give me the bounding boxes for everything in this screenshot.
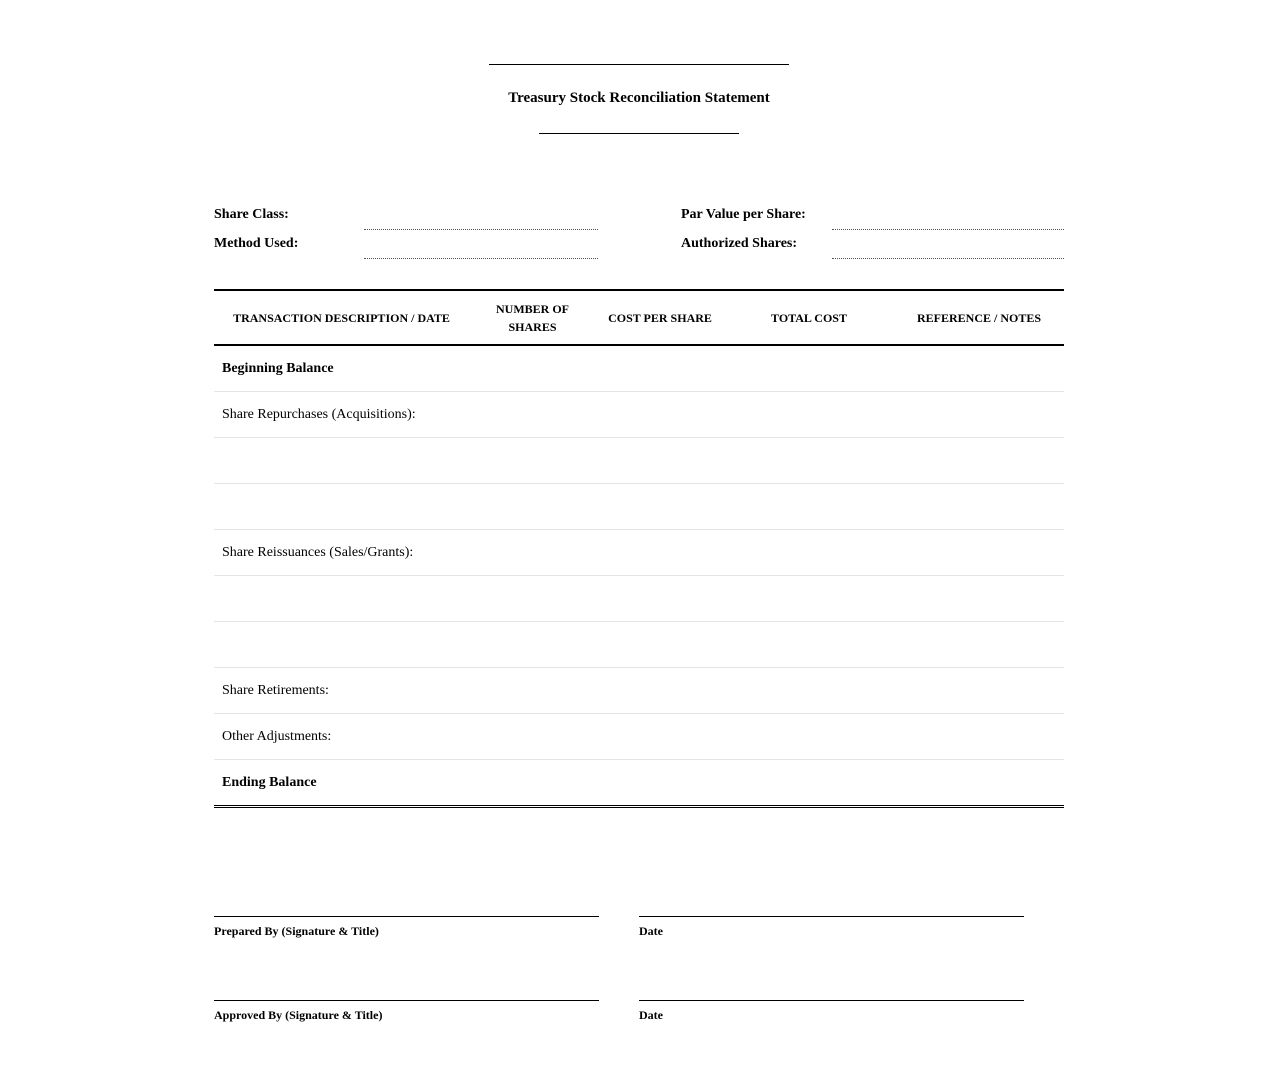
row-label: Share Retirements: bbox=[222, 682, 329, 698]
header-cost-per-share: COST PER SHARE bbox=[608, 310, 712, 325]
row-label: Ending Balance bbox=[222, 774, 317, 790]
table-row-other-adjustments[interactable] bbox=[214, 714, 1064, 760]
table-row-beginning-balance[interactable] bbox=[214, 346, 1064, 392]
header-reference-notes: REFERENCE / NOTES bbox=[916, 310, 1042, 325]
row-label: Share Reissuances (Sales/Grants): bbox=[222, 544, 414, 560]
par-value-label: Par Value per Share: bbox=[681, 207, 806, 222]
method-used-label: Method Used: bbox=[214, 236, 299, 251]
method-used-field[interactable] bbox=[364, 258, 598, 259]
approved-date-label: Date bbox=[639, 1008, 663, 1022]
table-row-blank[interactable] bbox=[214, 622, 1064, 668]
title-top-rule bbox=[489, 64, 789, 65]
prepared-by-label: Prepared By (Signature & Title) bbox=[214, 924, 379, 938]
header-description: TRANSACTION DESCRIPTION / DATE bbox=[233, 310, 450, 325]
table-row-blank[interactable] bbox=[214, 484, 1064, 530]
header-number-of-shares bbox=[469, 291, 596, 344]
document-title: Treasury Stock Reconciliation Statement bbox=[508, 90, 770, 106]
approved-by-label: Approved By (Signature & Title) bbox=[214, 1008, 383, 1022]
reconciliation-table bbox=[214, 289, 1064, 808]
table-row-blank[interactable] bbox=[214, 576, 1064, 622]
prepared-date-label: Date bbox=[639, 924, 663, 938]
row-label: Share Repurchases (Acquisitions): bbox=[222, 406, 416, 422]
row-label: Beginning Balance bbox=[222, 360, 334, 376]
header-total-cost: TOTAL COST bbox=[771, 310, 847, 325]
header-shares-line2: SHARES bbox=[508, 319, 557, 334]
table-body bbox=[214, 346, 1064, 808]
share-class-label: Share Class: bbox=[214, 207, 289, 222]
row-label: Other Adjustments: bbox=[222, 728, 332, 744]
table-row-reissuances[interactable] bbox=[214, 530, 1064, 576]
table-header bbox=[214, 289, 1064, 346]
par-value-field[interactable] bbox=[832, 229, 1064, 230]
table-row-retirements[interactable] bbox=[214, 668, 1064, 714]
prepared-by-signature-line[interactable] bbox=[214, 916, 599, 917]
approved-by-signature-line[interactable] bbox=[214, 1000, 599, 1001]
title-bottom-rule bbox=[539, 133, 739, 134]
prepared-date-line[interactable] bbox=[639, 916, 1024, 917]
header-shares-line1: NUMBER OF bbox=[496, 301, 569, 316]
table-row-ending-balance[interactable] bbox=[214, 760, 1064, 808]
table-row-repurchases[interactable] bbox=[214, 392, 1064, 438]
approved-date-line[interactable] bbox=[639, 1000, 1024, 1001]
share-class-field[interactable] bbox=[364, 229, 598, 230]
authorized-shares-label: Authorized Shares: bbox=[681, 236, 798, 251]
table-row-blank[interactable] bbox=[214, 438, 1064, 484]
document-page bbox=[214, 0, 1064, 1075]
authorized-shares-field[interactable] bbox=[832, 258, 1064, 259]
